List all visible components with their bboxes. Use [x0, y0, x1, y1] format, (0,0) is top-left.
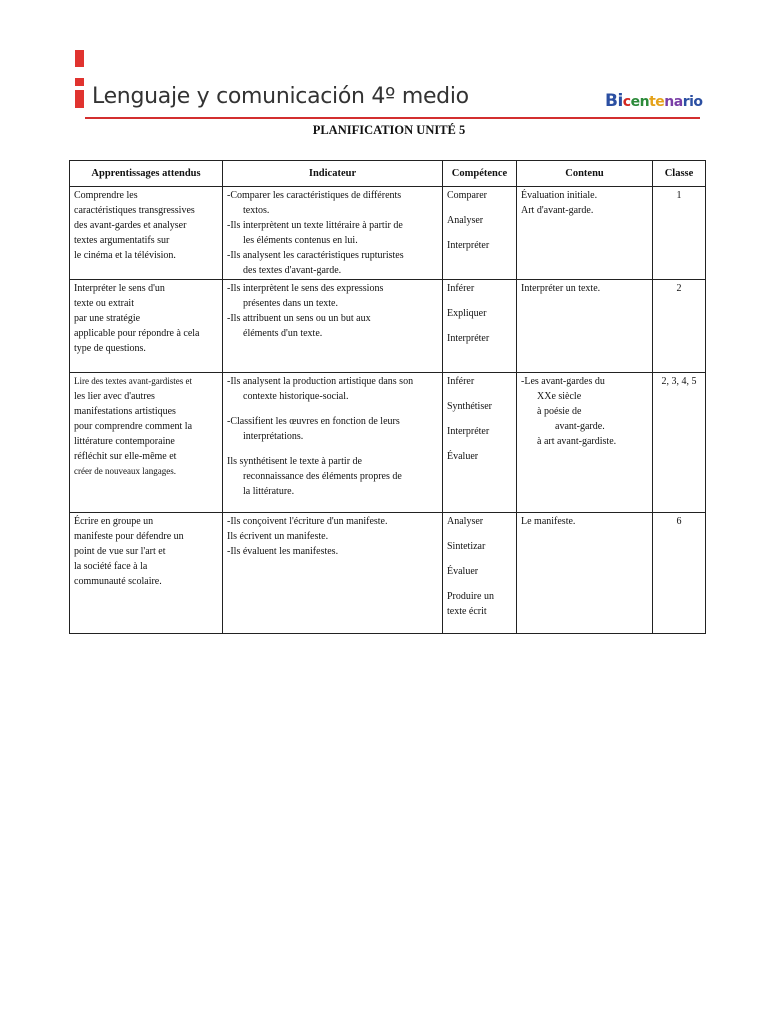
cell-line: avant-garde.: [555, 421, 605, 432]
cell-line: applicable pour répondre à cela: [74, 328, 200, 339]
cell-line: Interpréter un texte.: [521, 283, 601, 294]
bicentenario-logo: Bicentenario: [605, 91, 703, 111]
header-apprentissages: Apprentissages attendus: [70, 161, 223, 187]
cell-line: -Ils interprètent le sens des expressions: [227, 283, 384, 294]
table-row: [70, 187, 706, 280]
cell-line: Évaluation initiale.: [521, 190, 598, 201]
cell-classe: 6: [653, 513, 706, 634]
cell-line: -Ils interprètent un texte littéraire à partir de: [227, 220, 403, 231]
cell-classe: 2: [653, 280, 706, 373]
cell-line: Analyser: [447, 516, 484, 527]
cell-line: Le manifeste.: [521, 516, 576, 527]
cell-line: texte ou extrait: [74, 298, 134, 309]
table-row: [70, 373, 706, 513]
cell-line: Écrire en groupe un: [74, 516, 154, 527]
header-contenu: Contenu: [517, 161, 653, 187]
cell-line: Analyser: [447, 215, 484, 226]
cell-line: Lire des textes avant-gardistes et: [74, 376, 192, 386]
table-row: [70, 280, 706, 373]
cell-line: Inférer: [447, 376, 475, 387]
cell-line: le cinéma et la télévision.: [74, 250, 176, 261]
document-title: Lenguaje y comunicación 4º medio: [92, 84, 469, 109]
planification-table: [69, 160, 706, 634]
cell-line: type de questions.: [74, 343, 146, 354]
cell-line: textos.: [243, 205, 270, 216]
cell-line: -Ils attribuent un sens ou un but aux: [227, 313, 371, 324]
cell-line: texte écrit: [447, 606, 487, 617]
cell-line: Produire un: [447, 591, 494, 602]
cell-indicateur: [223, 513, 443, 634]
cell-line: créer de nouveaux langages.: [74, 466, 176, 476]
cell-line: à poésie de: [537, 406, 582, 417]
cell-line: par une stratégie: [74, 313, 141, 324]
cell-line: XXe siècle: [537, 391, 582, 402]
cell-competence: [443, 513, 517, 634]
cell-line: Interpréter: [447, 333, 490, 344]
cell-line: les éléments contenus en lui.: [243, 235, 358, 246]
cell-competence: [443, 280, 517, 373]
cell-line: point de vue sur l'art et: [74, 546, 166, 557]
cell-line: -Comparer les caractéristiques de différents: [227, 190, 402, 201]
cell-line: Comparer: [447, 190, 487, 201]
cell-line: des textes d'avant-garde.: [243, 265, 342, 276]
page-header: [75, 50, 703, 120]
cell-line: interprétations.: [243, 431, 304, 442]
cell-line: à art avant-gardiste.: [537, 436, 617, 447]
cell-line: pour comprendre comment la: [74, 421, 193, 432]
table-row: [70, 513, 706, 634]
cell-line: -Les avant-gardes du: [521, 376, 605, 387]
cell-line: Art d'avant-garde.: [521, 205, 594, 216]
cell-apprentissages: [70, 513, 223, 634]
cell-line: -Ils conçoivent l'écriture d'un manifeste.: [227, 516, 388, 527]
cell-line: des avant-gardes et analyser: [74, 220, 187, 231]
cell-line: Interpréter: [447, 240, 490, 251]
cell-apprentissages: [70, 373, 223, 513]
cell-contenu: [517, 280, 653, 373]
cell-contenu: [517, 187, 653, 280]
cell-line: les lier avec d'autres: [74, 391, 155, 402]
table-header-row: [70, 161, 706, 187]
cell-line: -Ils analysent les caractéristiques rupturistes: [227, 250, 404, 261]
cell-contenu: [517, 373, 653, 513]
cell-line: manifestations artistiques: [74, 406, 176, 417]
cell-line: -Classifient les œuvres en fonction de leurs: [227, 416, 400, 427]
red-accent-marks: [75, 50, 85, 120]
cell-line: caractéristiques transgressives: [74, 205, 195, 216]
header-competence: Compétence: [443, 161, 517, 187]
cell-line: présentes dans un texte.: [243, 298, 338, 309]
cell-line: Ils synthétisent le texte à partir de: [227, 456, 362, 467]
cell-contenu: [517, 513, 653, 634]
header-classe: Classe: [653, 161, 706, 187]
cell-line: reconnaissance des éléments propres de: [243, 471, 402, 482]
cell-line: Ils écrivent un manifeste.: [227, 531, 329, 542]
cell-line: Inférer: [447, 283, 475, 294]
cell-apprentissages: [70, 280, 223, 373]
cell-apprentissages: [70, 187, 223, 280]
cell-line: communauté scolaire.: [74, 576, 162, 587]
cell-classe: 2, 3, 4, 5: [653, 373, 706, 513]
cell-line: Évaluer: [447, 451, 479, 462]
cell-line: la littérature.: [243, 486, 295, 497]
header-divider: [85, 117, 700, 119]
cell-line: textes argumentatifs sur: [74, 235, 170, 246]
cell-classe: 1: [653, 187, 706, 280]
cell-line: -Ils analysent la production artistique dans son: [227, 376, 414, 387]
cell-indicateur: [223, 187, 443, 280]
cell-line: Interpréter: [447, 426, 490, 437]
header-indicateur: Indicateur: [223, 161, 443, 187]
cell-line: la société face à la: [74, 561, 148, 572]
cell-competence: [443, 373, 517, 513]
cell-line: Évaluer: [447, 566, 479, 577]
cell-line: Comprendre les: [74, 190, 138, 201]
cell-line: contexte historique-social.: [243, 391, 349, 402]
planification-title: PLANIFICATION UNITÉ 5: [312, 123, 466, 137]
cell-line: Sintetizar: [447, 541, 486, 552]
cell-line: Synthétiser: [447, 401, 492, 412]
cell-line: Expliquer: [447, 308, 487, 319]
cell-line: littérature contemporaine: [74, 436, 175, 447]
cell-line: réfléchit sur elle-même et: [74, 451, 177, 462]
cell-line: Interpréter le sens d'un: [74, 283, 165, 294]
cell-indicateur: [223, 373, 443, 513]
cell-line: manifeste pour défendre un: [74, 531, 184, 542]
cell-indicateur: [223, 280, 443, 373]
cell-line: -Ils évaluent les manifestes.: [227, 546, 339, 557]
cell-competence: [443, 187, 517, 280]
cell-line: éléments d'un texte.: [243, 328, 323, 339]
